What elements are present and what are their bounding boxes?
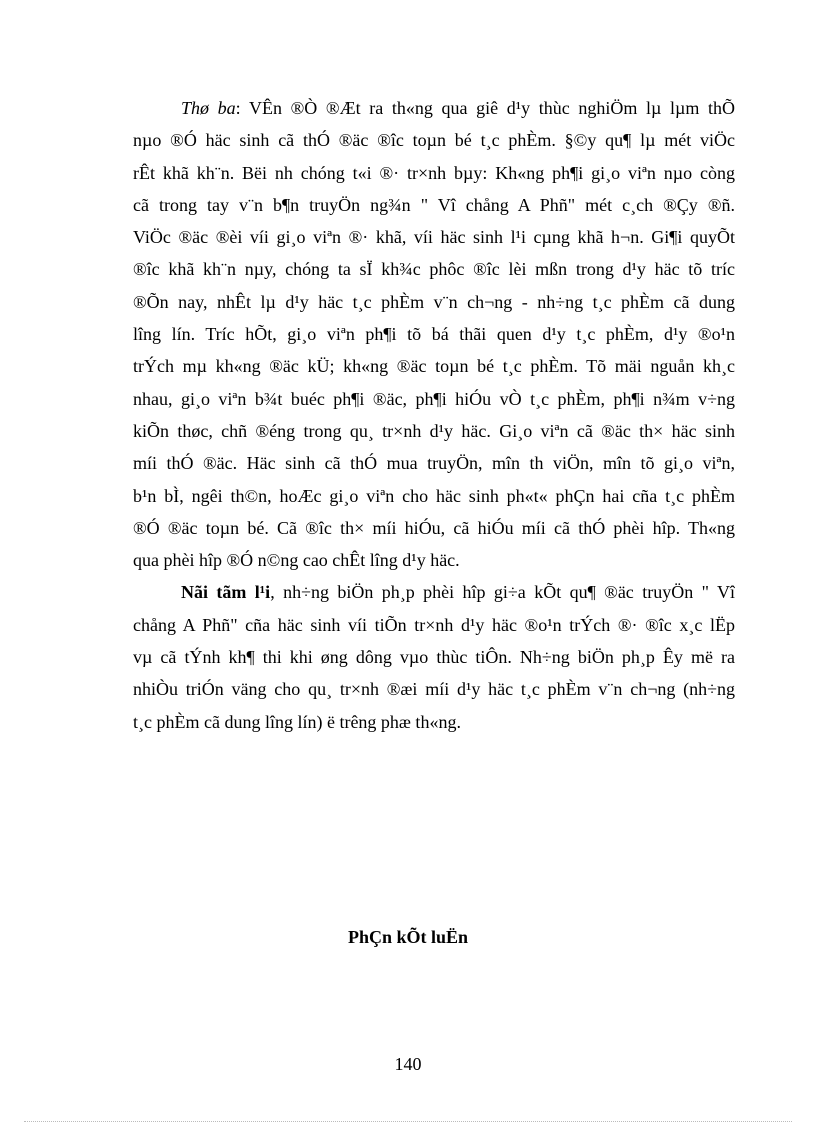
paragraph-1 bbox=[133, 92, 735, 576]
paragraph-1-label: Thø ba bbox=[181, 98, 236, 118]
body-text bbox=[133, 92, 735, 738]
paragraph-1-line: ®îc khã kh¨n nµy, chóng ta sÏ kh¾c phôc ®îc lèi mßn trong d¹y häc tõ tríc bbox=[133, 259, 735, 280]
paragraph-1-line: cã trong tay v¨n b¶n truyÖn ng¾n " Vî chång A Phñ" mét c¸ch ®Çy ®ñ. bbox=[133, 194, 735, 215]
paragraph-2-line: vµ cã tÝnh kh¶ thi khi øng dông vµo thùc tiÔn. Nh÷ng biÖn ph¸p Êy më ra bbox=[133, 647, 735, 668]
paragraph-1-line: kiÕn thøc, chñ ®éng trong qu¸ tr×nh d¹y häc. Gi¸o viªn cã ®äc th× häc sinh bbox=[133, 420, 735, 441]
paragraph-2-line: Nãi tãm l¹i, nh÷ng biÖn ph¸p phèi hîp gi÷a kÕt qu¶ ®äc truyÖn " Vî bbox=[181, 582, 735, 603]
paragraph-1-line: Thø ba: VÊn ®Ò ®Æt ra th«ng qua giê d¹y thùc nghiÖm lµ lµm thÕ bbox=[181, 98, 735, 118]
paragraph-1-line: ViÖc ®äc ®èi víi gi¸o viªn ®· khã, víi häc sinh l¹i cµng khã h¬n. Gi¶i quyÕt bbox=[133, 227, 735, 248]
paragraph-2-line: chång A Phñ" cña häc sinh víi tiÕn tr×nh d¹y häc ®o¹n trÝch ®· ®îc x¸c lËp bbox=[133, 614, 735, 635]
paragraph-1-line: ®Ó ®äc toµn bé. Cã ®îc th× míi hiÓu, cã hiÓu míi cã thÓ phèi hîp. Th«ng bbox=[133, 517, 735, 538]
paragraph-1-line: míi thÓ ®äc. Häc sinh cã thÓ mua truyÖn, mîn th viÖn, mîn tõ gi¸o viªn, bbox=[133, 453, 735, 474]
paragraph-1-line: ®Õn nay, nhÊt lµ d¹y häc t¸c phÈm v¨n ch¬ng - nh÷ng t¸c phÈm cã dung bbox=[133, 291, 735, 312]
paragraph-2-line: nhiÒu triÓn väng cho qu¸ tr×nh ®æi míi d¹y häc t¸c phÈm v¨n ch¬ng (nh÷ng bbox=[133, 679, 735, 700]
paragraph-1-line: qua phèi hîp ®Ó n©ng cao chÊt lîng d¹y häc. bbox=[133, 550, 460, 571]
paragraph-1-line: b¹n bÌ, ngêi th©n, hoÆc gi¸o viªn cho häc sinh ph«t« phÇn hai cña t¸c phÈm bbox=[133, 485, 735, 506]
paragraph-2-label: Nãi tãm l¹i bbox=[181, 582, 271, 603]
paragraph-1-line: nhau, gi¸o viªn b¾t buéc ph¶i ®äc, ph¶i hiÓu vÒ t¸c phÈm, ph¶i n¾m v÷ng bbox=[133, 388, 735, 409]
paragraph-1-line: rÊt khã kh¨n. Bëi nh chóng t«i ®· tr×nh bµy: Kh«ng ph¶i gi¸o viªn nµo còng bbox=[133, 162, 735, 183]
paragraph-2 bbox=[133, 576, 735, 737]
paragraph-1-line: nµo ®Ó häc sinh cã thÓ ®äc ®îc toµn bé t¸c phÈm. §©y qu¶ lµ mét viÖc bbox=[133, 130, 735, 151]
section-heading: PhÇn kÕt luËn bbox=[347, 927, 469, 947]
paragraph-1-line: lîng lín. Tríc hÕt, gi¸o viªn ph¶i tõ bá thãi quen d¹y t¸c phÈm, d¹y ®o¹n bbox=[133, 324, 735, 345]
paragraph-2-line: t¸c phÈm cã dung lîng lín) ë trêng phæ th«ng. bbox=[133, 711, 461, 732]
page-bottom-divider bbox=[24, 1121, 792, 1122]
paragraph-1-line: trÝch mµ kh«ng ®äc kÜ; kh«ng ®äc toµn bé t¸c phÈm. Tõ mäi nguån kh¸c bbox=[133, 356, 735, 377]
page-number: 140 bbox=[394, 1054, 422, 1074]
